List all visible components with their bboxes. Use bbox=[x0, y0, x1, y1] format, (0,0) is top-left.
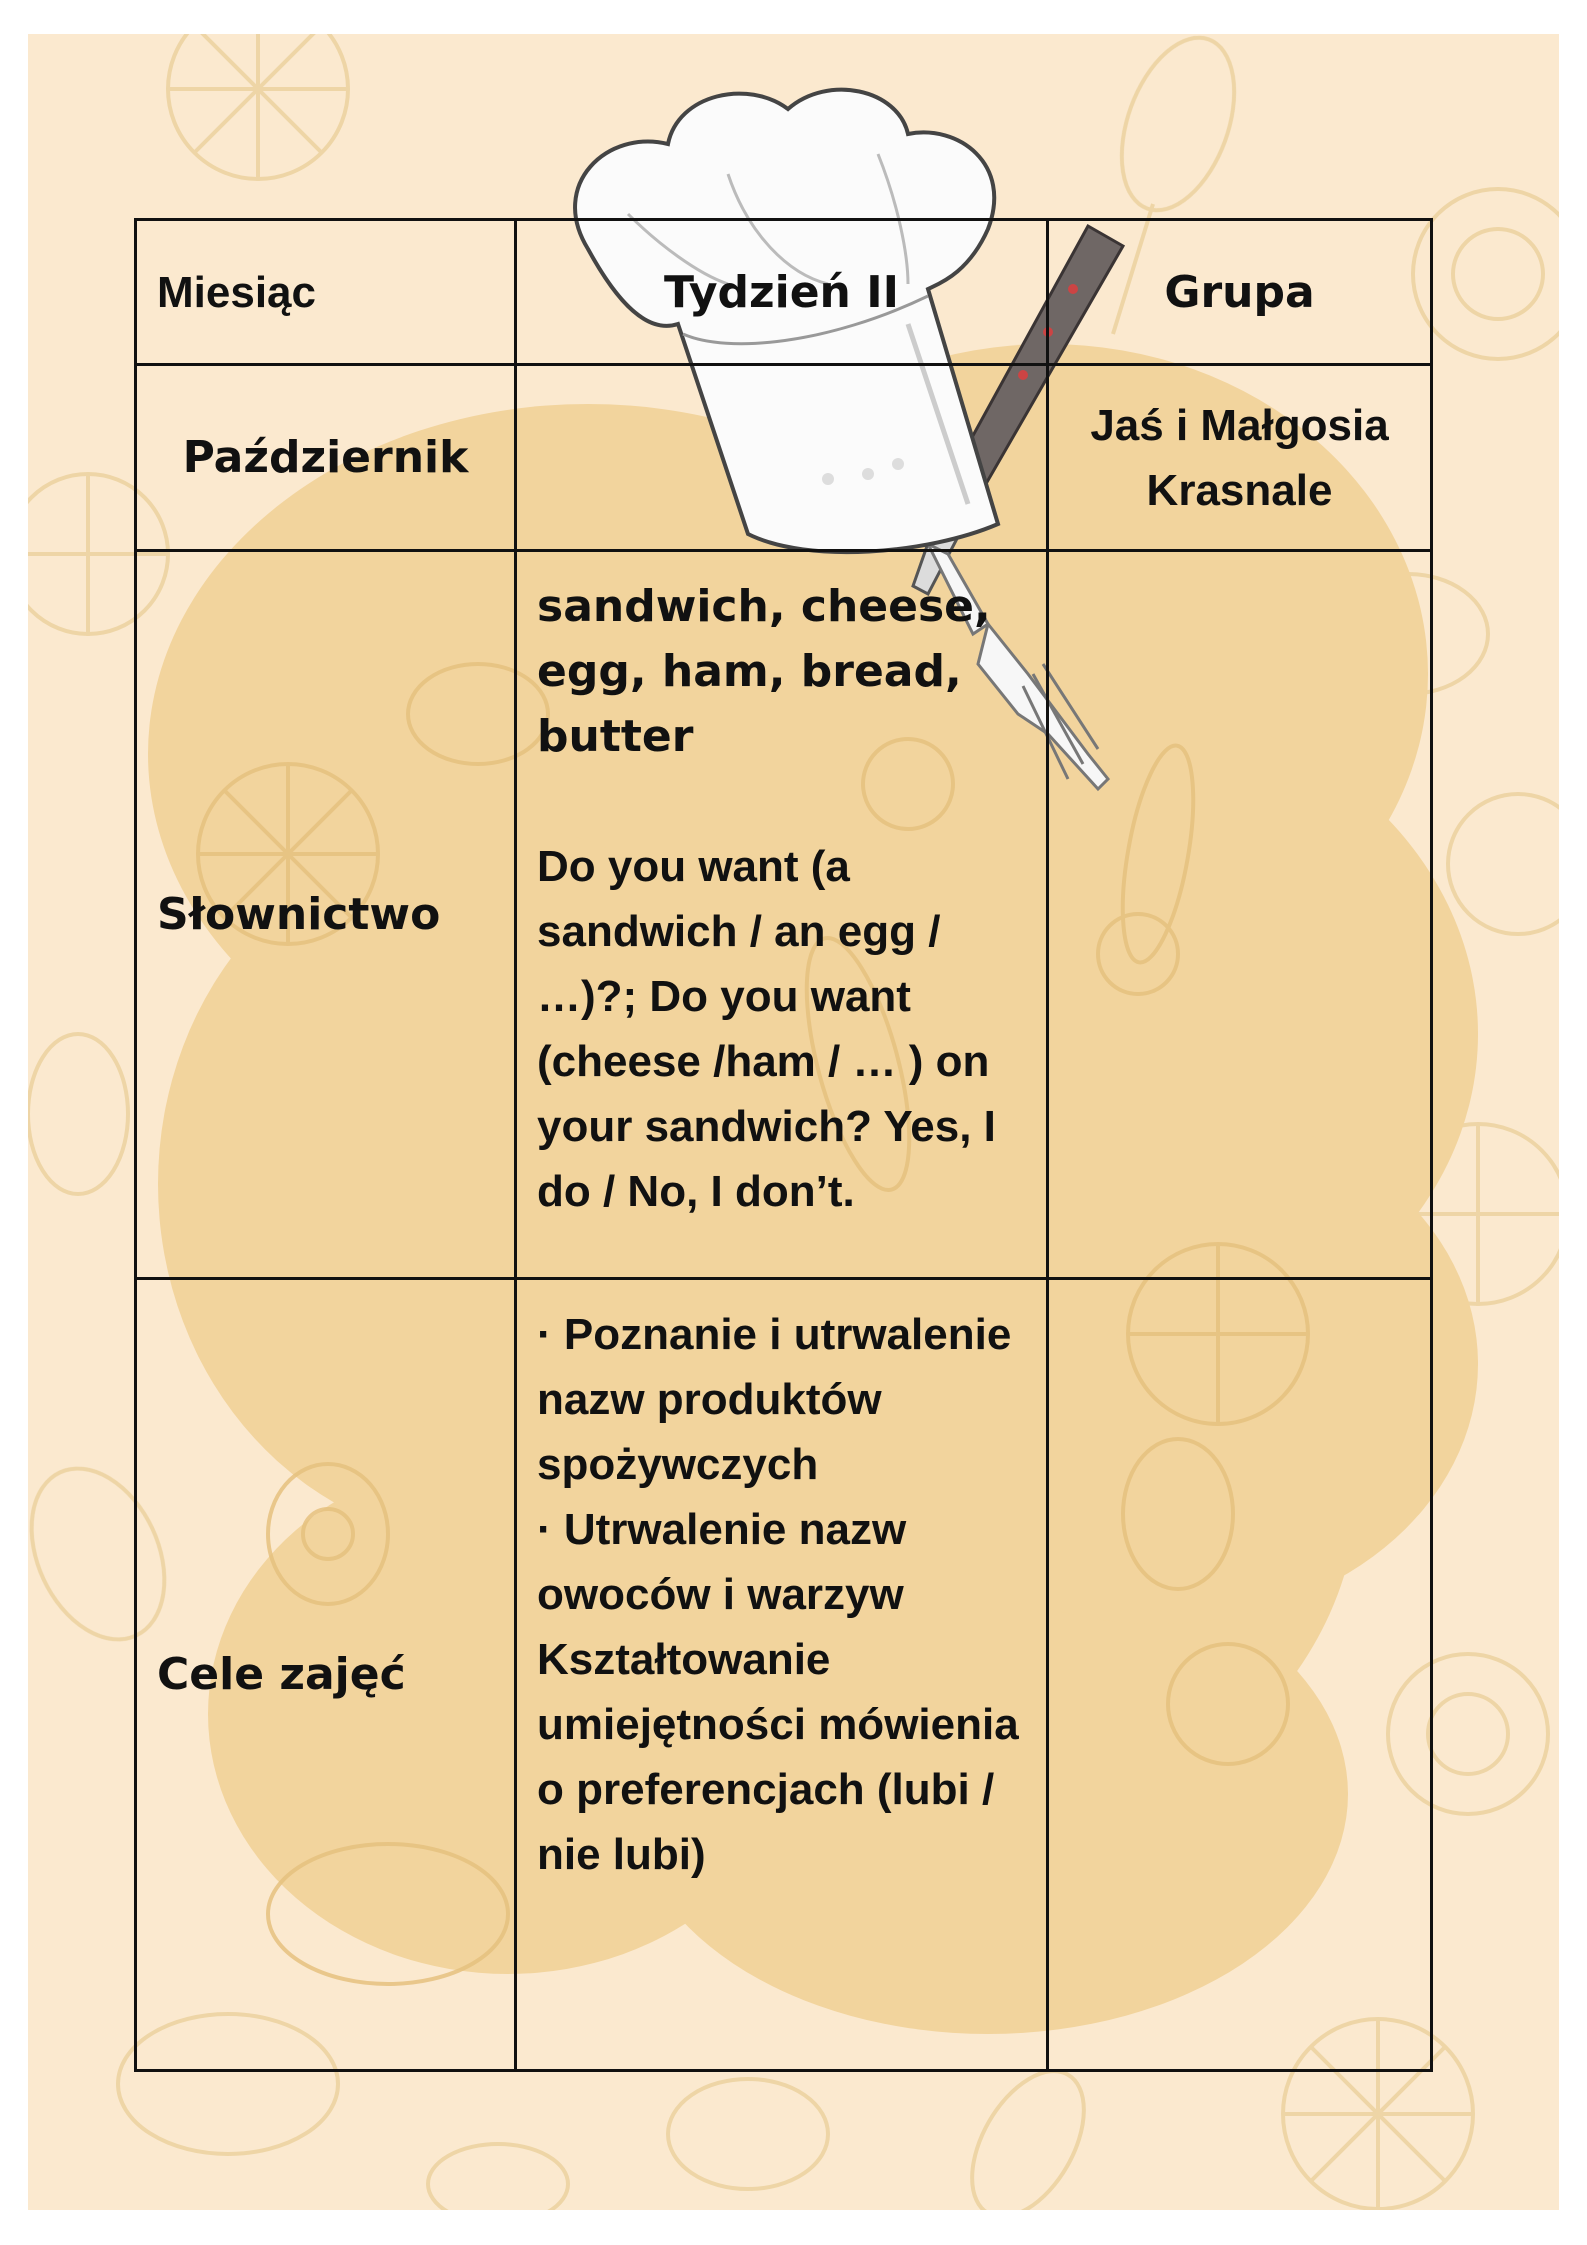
group-header-cell bbox=[1048, 220, 1432, 365]
month-value: Październik bbox=[182, 432, 469, 483]
lesson-plan-table bbox=[134, 218, 1433, 2072]
month-header-label: Miesiąc bbox=[157, 267, 316, 317]
week-header-label: Tydzień II bbox=[664, 266, 899, 318]
table-row bbox=[136, 220, 1432, 365]
spacer bbox=[537, 769, 1026, 834]
month-value-cell bbox=[136, 365, 516, 551]
table-row bbox=[136, 365, 1432, 551]
table-row bbox=[136, 1279, 1432, 2071]
group-subname: Krasnale bbox=[1146, 465, 1333, 515]
vocabulary-words: sandwich, cheese, egg, ham, bread, butter bbox=[537, 581, 991, 762]
goals-label-cell bbox=[136, 1279, 516, 2071]
goal-item: · Poznanie i utrwalenie nazw produktów spożywczych bbox=[537, 1310, 1012, 1489]
goals-content-cell bbox=[516, 1279, 1048, 2071]
vocabulary-label-cell bbox=[136, 551, 516, 1279]
vocabulary-content-cell bbox=[516, 551, 1048, 1279]
vocabulary-phrases: Do you want (a sandwich / an egg / …)?; Do you want (cheese /ham / … ) on your sandwich? Yes, I do / No, I don’t. bbox=[537, 842, 996, 1216]
goals-empty-cell bbox=[1048, 1279, 1432, 2071]
group-header-label: Grupa bbox=[1164, 266, 1315, 318]
group-value-cell bbox=[1048, 365, 1432, 551]
week-header-cell bbox=[516, 220, 1048, 365]
month-header-cell bbox=[136, 220, 516, 365]
group-name: Jaś i Małgosia bbox=[1090, 400, 1389, 450]
week-value-cell bbox=[516, 365, 1048, 551]
vocabulary-label: Słownictwo bbox=[157, 889, 441, 940]
goals-label: Cele zajęć bbox=[157, 1649, 406, 1700]
table-row bbox=[136, 551, 1432, 1279]
page-background bbox=[28, 34, 1559, 2210]
vocabulary-empty-cell bbox=[1048, 551, 1432, 1279]
goal-item: Kształtowanie umiejętności mówienia o preferencjach (lubi / nie lubi) bbox=[537, 1635, 1019, 1879]
goal-item: · Utrwalenie nazw owoców i warzyw bbox=[537, 1505, 907, 1619]
